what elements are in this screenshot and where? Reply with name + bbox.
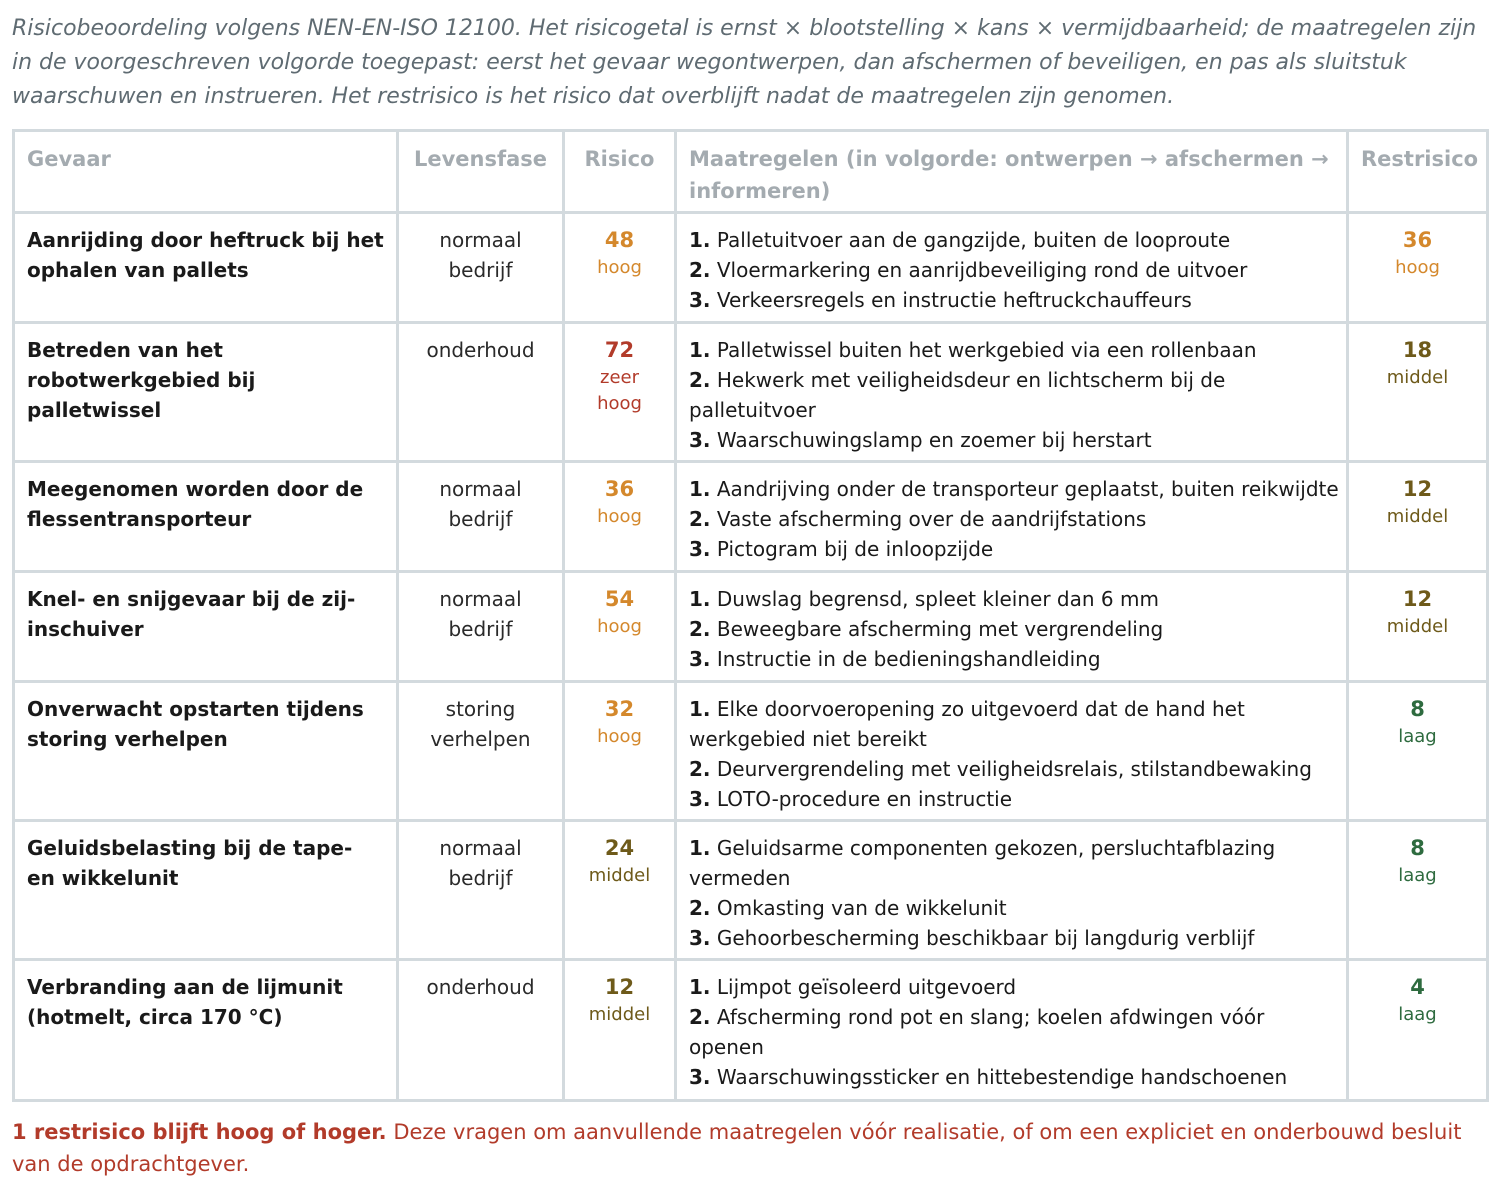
restrisico-level: laag [1398,726,1437,747]
measure-number: 3. [689,288,711,312]
cell-risico [564,960,676,1101]
measure-number: 3. [689,926,711,950]
list-item [689,1002,1340,1062]
list-item [689,504,1340,534]
restrisico-value: 4 [1410,975,1425,999]
measure-number: 2. [689,507,711,531]
risk-table [12,129,1489,1102]
cell-maatregelen [676,682,1348,821]
measure-number: 2. [689,368,711,392]
measure-text: Waarschuwingslamp en zoemer bij herstart [716,428,1152,452]
footer-bold: 1 restrisico blijft hoog of hoger. [12,1120,387,1144]
measure-text: Gehoorbescherming beschikbaar bij langdurig verblijf [716,926,1255,950]
table-row [14,213,1488,323]
risico-value: 12 [604,975,635,999]
measure-text: Elke doorvoeropening zo uitgevoerd dat de hand het werkgebied niet bereikt [689,697,1245,751]
list-item [689,365,1340,425]
measures-list [689,833,1340,953]
cell-levensfase: normaal bedrijf [398,213,564,323]
list-item [689,255,1340,285]
restrisico-level: laag [1398,1004,1437,1025]
header-risico: Risico [564,131,676,213]
measure-text: Waarschuwingssticker en hittebestendige handschoenen [716,1065,1288,1089]
cell-levensfase: onderhoud [398,960,564,1101]
measures-list [689,584,1340,674]
measures-list [689,694,1340,814]
cell-maatregelen [676,323,1348,462]
measure-number: 1. [689,975,711,999]
cell-maatregelen [676,462,1348,572]
cell-restrisico [1348,213,1488,323]
cell-levensfase: normaal bedrijf [398,821,564,960]
cell-maatregelen [676,821,1348,960]
table-row [14,323,1488,462]
cell-risico [564,213,676,323]
restrisico-value: 12 [1402,587,1433,611]
risico-value: 32 [604,697,635,721]
list-item [689,614,1340,644]
measure-text: Duwslag begrensd, spleet kleiner dan 6 mm [716,587,1159,611]
risico-value: 48 [604,228,635,252]
measure-text: Afscherming rond pot en slang; koelen afdwingen vóór openen [689,1005,1265,1059]
list-item [689,893,1340,923]
header-gevaar: Gevaar [14,131,398,213]
restrisico-level: laag [1398,865,1437,886]
list-item [689,425,1340,455]
restrisico-value: 12 [1402,477,1433,501]
cell-risico [564,682,676,821]
measure-text: Palletwissel buiten het werkgebied via een rollenbaan [716,338,1257,362]
measure-text: Palletuitvoer aan de gangzijde, buiten de looproute [716,228,1231,252]
cell-maatregelen [676,213,1348,323]
measure-text: Pictogram bij de inloopzijde [716,537,994,561]
cell-gevaar: Geluidsbelasting bij de tape- en wikkelunit [14,821,398,960]
footer-note [12,1116,1486,1180]
cell-levensfase: onderhoud [398,323,564,462]
risico-level: hoog [597,726,642,747]
cell-risico [564,821,676,960]
cell-restrisico [1348,572,1488,682]
list-item [689,833,1340,893]
measure-number: 2. [689,896,711,920]
footer-text: Deze vragen om aanvullende maatregelen vóór realisatie, of om een expliciet en onderbouwd besluit van de opdrachtgever. [12,1120,1462,1176]
risico-value: 36 [604,477,635,501]
measure-number: 1. [689,338,711,362]
header-restrisico: Restrisico [1348,131,1488,213]
measure-text: LOTO-procedure en instructie [716,787,1013,811]
measure-text: Geluidsarme componenten gekozen, persluchtafblazing vermeden [689,836,1276,890]
measure-number: 3. [689,428,711,452]
intro-text: Risicobeoordeling volgens NEN-EN-ISO 12100. Het risicogetal is ernst × blootstelling × kans × vermijdbaarheid; de maatregelen zijn in de voorgeschreven volgorde toegepast: eerst het gevaar wegontwerpen, dan afschermen of beveiligen, en pas als sluitstuk waarschuwen en instrueren. Het restrisico is het risico dat overblijft nadat de maatregelen zijn genomen. [12,16,1477,109]
risico-level: zeer hoog [597,367,642,414]
measure-text: Verkeersregels en instructie heftruckchauffeurs [716,288,1192,312]
measure-number: 1. [689,697,711,721]
cell-gevaar: Knel- en snijgevaar bij de zij-inschuiver [14,572,398,682]
cell-gevaar: Verbranding aan de lijmunit (hotmelt, circa 170 °C) [14,960,398,1101]
risico-value: 72 [604,338,635,362]
risico-level: hoog [597,257,642,278]
measure-number: 1. [689,477,711,501]
risico-value: 54 [604,587,635,611]
measure-number: 2. [689,757,711,781]
list-item [689,694,1340,754]
table-header-row [14,131,1488,213]
list-item [689,285,1340,315]
risico-value: 24 [604,836,635,860]
risk-table-body [14,213,1488,1101]
cell-maatregelen [676,572,1348,682]
list-item [689,754,1340,784]
measure-number: 3. [689,647,711,671]
risico-level: middel [588,865,651,886]
restrisico-value: 36 [1402,228,1433,252]
measure-text: Beweegbare afscherming met vergrendeling [716,617,1164,641]
header-maatregelen: Maatregelen (in volgorde: ontwerpen → afschermen → informeren) [676,131,1348,213]
measure-number: 2. [689,617,711,641]
measure-text: Omkasting van de wikkelunit [716,896,1007,920]
list-item [689,644,1340,674]
cell-levensfase: normaal bedrijf [398,572,564,682]
cell-gevaar: Betreden van het robotwerkgebied bij palletwissel [14,323,398,462]
risico-level: hoog [597,506,642,527]
measure-number: 3. [689,787,711,811]
cell-risico [564,462,676,572]
cell-gevaar: Aanrijding door heftruck bij het ophalen van pallets [14,213,398,323]
table-row [14,682,1488,821]
cell-restrisico [1348,682,1488,821]
cell-levensfase: normaal bedrijf [398,462,564,572]
list-item [689,335,1340,365]
measures-list [689,474,1340,564]
measure-text: Hekwerk met veiligheidsdeur en lichtscherm bij de palletuitvoer [689,368,1226,422]
risico-level: hoog [597,616,642,637]
measures-list [689,335,1340,455]
cell-restrisico [1348,462,1488,572]
restrisico-level: middel [1386,616,1449,637]
list-item [689,225,1340,255]
table-row [14,821,1488,960]
cell-risico [564,572,676,682]
cell-restrisico [1348,323,1488,462]
restrisico-level: middel [1386,506,1449,527]
restrisico-level: hoog [1395,257,1440,278]
measure-number: 3. [689,537,711,561]
list-item [689,972,1340,1002]
restrisico-value: 8 [1410,836,1425,860]
measures-list [689,972,1340,1092]
table-row [14,960,1488,1101]
cell-restrisico [1348,821,1488,960]
measure-text: Aandrijving onder de transporteur geplaatst, buiten reikwijdte [716,477,1339,501]
cell-maatregelen [676,960,1348,1101]
measure-number: 2. [689,258,711,282]
table-row [14,462,1488,572]
table-row [14,572,1488,682]
measure-number: 1. [689,587,711,611]
restrisico-level: middel [1386,367,1449,388]
header-levensfase: Levensfase [398,131,564,213]
cell-levensfase: storing verhelpen [398,682,564,821]
measures-list [689,225,1340,315]
cell-risico [564,323,676,462]
measure-number: 1. [689,836,711,860]
measure-text: Vaste afscherming over de aandrijfstations [716,507,1147,531]
list-item [689,1062,1340,1092]
cell-gevaar: Onverwacht opstarten tijdens storing verhelpen [14,682,398,821]
measure-number: 3. [689,1065,711,1089]
measure-text: Lijmpot geïsoleerd uitgevoerd [716,975,1017,999]
measure-text: Instructie in de bedieningshandleiding [716,647,1101,671]
list-item [689,784,1340,814]
measure-number: 1. [689,228,711,252]
list-item [689,474,1340,504]
restrisico-value: 18 [1402,338,1433,362]
list-item [689,923,1340,953]
restrisico-value: 8 [1410,697,1425,721]
cell-gevaar: Meegenomen worden door de flessentransporteur [14,462,398,572]
list-item [689,584,1340,614]
measure-number: 2. [689,1005,711,1029]
cell-restrisico [1348,960,1488,1101]
list-item [689,534,1340,564]
measure-text: Vloermarkering en aanrijdbeveiliging rond de uitvoer [716,258,1248,282]
risico-level: middel [588,1004,651,1025]
measure-text: Deurvergrendeling met veiligheidsrelais, stilstandbewaking [716,757,1312,781]
